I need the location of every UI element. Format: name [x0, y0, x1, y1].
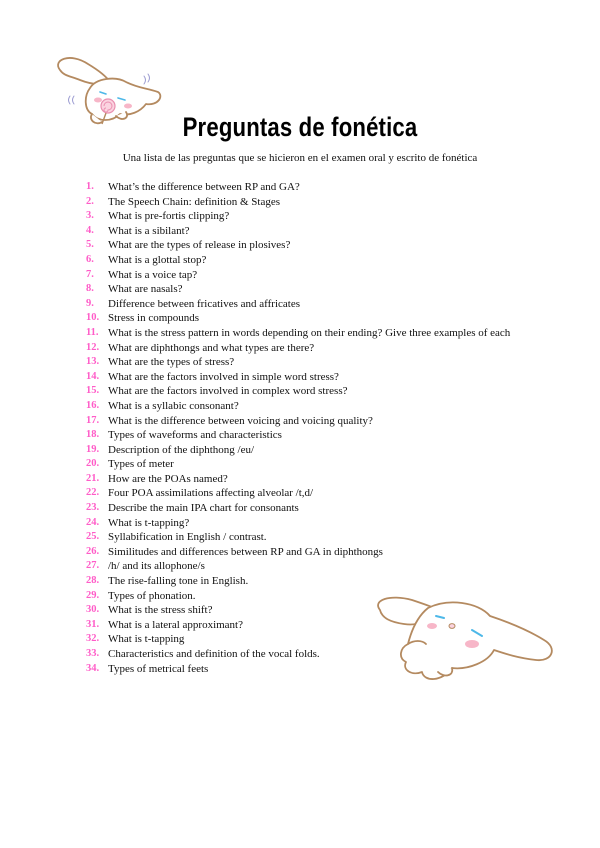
list-item [86, 443, 510, 458]
item-number: 8. [86, 283, 94, 295]
item-number: 33. [86, 648, 100, 659]
item-text: How are the POAs named? [108, 472, 228, 485]
item-text: Describe the main IPA chart for consonants [108, 502, 299, 515]
item-text: Similitudes and differences between RP and GA in diphthongs [108, 545, 383, 558]
list-item [86, 195, 510, 210]
list-item [86, 268, 510, 283]
list-item [86, 253, 510, 268]
item-number: 6. [86, 253, 94, 265]
item-text: What is the stress pattern in words depending on their ending? Give three examples of each [108, 326, 511, 339]
item-text: /h/ and its allophone/s [108, 560, 205, 573]
list-item [86, 530, 510, 545]
list-item [86, 297, 510, 312]
item-number: 11. [86, 326, 99, 338]
item-number: 5. [86, 239, 94, 251]
list-item [86, 574, 510, 589]
item-number: 10. [86, 312, 100, 324]
item-number: 26. [86, 545, 100, 557]
list-item [86, 326, 510, 341]
item-text: What are diphthongs and what types are there? [108, 341, 315, 354]
item-text: What is the difference between voicing and voicing quality? [108, 414, 373, 427]
item-number: 16. [86, 399, 100, 411]
page-subtitle: Una lista de las preguntas que se hicieron en el examen oral y escrito de fonética [122, 152, 478, 164]
item-text: Types of metrical feets [108, 662, 209, 675]
item-number: 28. [86, 575, 100, 587]
list-item [86, 486, 510, 501]
item-number: 9. [86, 297, 94, 309]
list-item [86, 559, 510, 574]
item-number: 24. [86, 516, 100, 528]
item-number: 15. [86, 385, 100, 397]
item-text: Four POA assimilations affecting alveolar /t,d/ [108, 487, 314, 500]
item-text: What is a sibilant? [108, 224, 190, 237]
item-text: What are the factors involved in complex word stress? [108, 385, 348, 398]
item-text: The rise-falling tone in English. [108, 575, 249, 588]
item-text: What is the stress shift? [108, 604, 213, 617]
item-number: 31. [86, 618, 100, 630]
list-item [86, 282, 510, 297]
item-number: 21. [86, 472, 100, 484]
list-item [86, 209, 510, 224]
item-text: What is a lateral approximant? [108, 618, 243, 631]
item-text: What’s the difference between RP and GA? [108, 181, 300, 193]
item-number: 25. [86, 531, 100, 543]
item-text: What is t-tapping? [108, 516, 190, 529]
list-item [86, 384, 510, 399]
list-item [86, 311, 510, 326]
item-text: Types of phonation. [108, 589, 196, 602]
item-number: 7. [86, 268, 94, 280]
item-number: 20. [86, 458, 100, 470]
item-text: What are the types of stress? [108, 356, 235, 369]
item-text: Types of waveforms and characteristics [108, 429, 282, 442]
item-number: 27. [86, 560, 100, 572]
list-item [86, 355, 510, 370]
list-item [86, 370, 510, 385]
list-item [86, 414, 510, 429]
list-item [86, 224, 510, 239]
item-text: Syllabification in English / contrast. [108, 531, 267, 544]
item-number: 19. [86, 443, 100, 455]
item-number: 2. [86, 195, 94, 207]
mascot-lying-illustration [368, 592, 558, 692]
item-text: What are the factors involved in simple word stress? [108, 370, 339, 383]
item-number: 23. [86, 502, 100, 514]
list-item [86, 516, 510, 531]
item-text: The Speech Chain: definition & Stages [108, 195, 280, 208]
item-number: 12. [86, 341, 100, 353]
item-number: 32. [86, 633, 100, 645]
list-item [86, 428, 510, 443]
list-item [86, 238, 510, 253]
item-text: What is pre-fortis clipping? [108, 210, 230, 223]
list-item [86, 472, 510, 487]
item-number: 17. [86, 414, 100, 426]
item-text: Types of meter [108, 458, 174, 471]
item-number: 30. [86, 604, 100, 616]
item-number: 4. [86, 224, 94, 236]
item-number: 34. [86, 662, 100, 674]
item-number: 3. [86, 210, 94, 222]
item-text: Description of the diphthong /eu/ [108, 443, 255, 456]
list-item [86, 341, 510, 356]
item-number: 14. [86, 370, 100, 382]
item-text: What is a syllabic consonant? [108, 399, 239, 412]
item-text: What is t-tapping [108, 633, 185, 646]
item-number: 1. [86, 181, 94, 192]
item-text: What are the types of release in plosives? [108, 239, 291, 252]
item-number: 13. [86, 356, 100, 368]
item-text: Difference between fricatives and affricates [108, 297, 300, 310]
list-item [86, 399, 510, 414]
list-item [86, 545, 510, 560]
item-number: 29. [86, 589, 100, 601]
item-text: What is a glottal stop? [108, 253, 207, 266]
list-item [86, 457, 510, 472]
item-text: What is a voice tap? [108, 268, 198, 281]
list-item [86, 501, 510, 516]
page-title: Preguntas de fonética [182, 112, 418, 142]
list-item [86, 180, 510, 195]
item-text: Stress in compounds [108, 312, 200, 325]
item-number: 18. [86, 429, 100, 441]
item-text: What are nasals? [108, 283, 183, 296]
item-number: 22. [86, 487, 100, 499]
item-text: Characteristics and definition of the vocal folds. [108, 648, 320, 660]
